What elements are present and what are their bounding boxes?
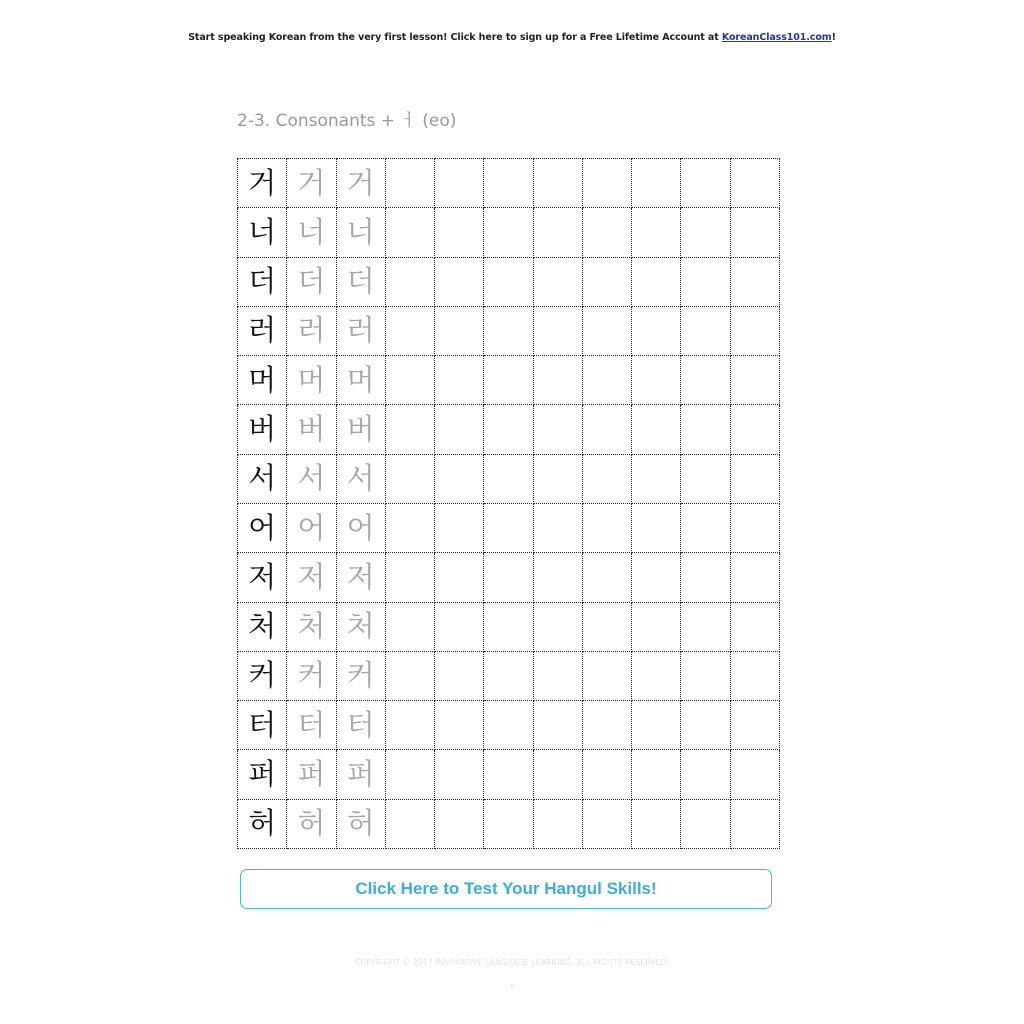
trace-syllable: 거 — [336, 159, 385, 208]
blank-practice-box — [632, 306, 681, 355]
blank-practice-box — [533, 257, 582, 306]
blank-practice-box — [484, 750, 533, 799]
blank-practice-box — [681, 503, 730, 552]
practice-row — [238, 750, 780, 799]
blank-practice-box — [533, 356, 582, 405]
practice-row — [238, 799, 780, 848]
model-syllable: 어 — [238, 503, 287, 552]
model-syllable: 허 — [238, 799, 287, 848]
blank-practice-box — [484, 701, 533, 750]
model-syllable: 커 — [238, 651, 287, 700]
trace-syllable: 터 — [336, 701, 385, 750]
blank-practice-box — [435, 602, 484, 651]
practice-row — [238, 159, 780, 208]
trace-syllable: 저 — [336, 553, 385, 602]
model-syllable: 저 — [238, 553, 287, 602]
trace-syllable: 서 — [336, 454, 385, 503]
practice-row — [238, 454, 780, 503]
blank-practice-box — [582, 356, 631, 405]
blank-practice-box — [533, 454, 582, 503]
blank-practice-box — [582, 799, 631, 848]
practice-row — [238, 701, 780, 750]
trace-syllable: 머 — [287, 356, 336, 405]
blank-practice-box — [484, 159, 533, 208]
blank-practice-box — [435, 208, 484, 257]
blank-practice-box — [533, 208, 582, 257]
blank-practice-box — [435, 503, 484, 552]
blank-practice-box — [385, 159, 434, 208]
blank-practice-box — [484, 553, 533, 602]
blank-practice-box — [632, 454, 681, 503]
test-hangul-skills-button[interactable]: Click Here to Test Your Hangul Skills! — [240, 869, 772, 909]
trace-syllable: 커 — [336, 651, 385, 700]
blank-practice-box — [681, 257, 730, 306]
blank-practice-box — [681, 602, 730, 651]
blank-practice-box — [533, 602, 582, 651]
blank-practice-box — [533, 651, 582, 700]
blank-practice-box — [582, 602, 631, 651]
practice-row — [238, 553, 780, 602]
model-syllable: 너 — [238, 208, 287, 257]
model-syllable: 러 — [238, 306, 287, 355]
trace-syllable: 퍼 — [336, 750, 385, 799]
trace-syllable: 러 — [336, 306, 385, 355]
blank-practice-box — [582, 454, 631, 503]
trace-syllable: 저 — [287, 553, 336, 602]
blank-practice-box — [385, 651, 434, 700]
blank-practice-box — [385, 701, 434, 750]
trace-syllable: 버 — [336, 405, 385, 454]
model-syllable: 더 — [238, 257, 287, 306]
trace-syllable: 너 — [287, 208, 336, 257]
blank-practice-box — [435, 306, 484, 355]
blank-practice-box — [681, 405, 730, 454]
koreanclass101-link[interactable]: KoreanClass101.com — [721, 32, 832, 43]
blank-practice-box — [435, 750, 484, 799]
model-syllable: 거 — [238, 159, 287, 208]
blank-practice-box — [681, 454, 730, 503]
blank-practice-box — [385, 405, 434, 454]
blank-practice-box — [484, 208, 533, 257]
trace-syllable: 터 — [287, 701, 336, 750]
blank-practice-box — [632, 503, 681, 552]
blank-practice-box — [484, 799, 533, 848]
blank-practice-box — [484, 306, 533, 355]
blank-practice-box — [385, 799, 434, 848]
blank-practice-box — [484, 503, 533, 552]
blank-practice-box — [385, 306, 434, 355]
practice-grid — [237, 158, 780, 849]
blank-practice-box — [632, 208, 681, 257]
blank-practice-box — [730, 602, 779, 651]
trace-syllable: 처 — [336, 602, 385, 651]
practice-row — [238, 602, 780, 651]
blank-practice-box — [533, 405, 582, 454]
blank-practice-box — [582, 651, 631, 700]
blank-practice-box — [385, 208, 434, 257]
blank-practice-box — [435, 701, 484, 750]
blank-practice-box — [730, 651, 779, 700]
blank-practice-box — [582, 208, 631, 257]
blank-practice-box — [632, 799, 681, 848]
model-syllable: 퍼 — [238, 750, 287, 799]
blank-practice-box — [681, 356, 730, 405]
model-syllable: 버 — [238, 405, 287, 454]
blank-practice-box — [385, 602, 434, 651]
model-syllable: 터 — [238, 701, 287, 750]
blank-practice-box — [582, 306, 631, 355]
blank-practice-box — [632, 405, 681, 454]
blank-practice-box — [681, 553, 730, 602]
banner-suffix: ! — [831, 32, 836, 43]
copyright-notice: COPYRIGHT © 2017 INNOVATIVE LANGUAGE LEARNING. ALL RIGHTS RESERVED. — [354, 958, 670, 967]
blank-practice-box — [533, 306, 582, 355]
trace-syllable: 더 — [287, 257, 336, 306]
trace-syllable: 퍼 — [287, 750, 336, 799]
blank-practice-box — [730, 159, 779, 208]
blank-practice-box — [730, 799, 779, 848]
banner-text: Start speaking Korean from the very first lesson! Click here to sign up for a Free Lifetime Account at — [188, 32, 722, 43]
practice-row — [238, 405, 780, 454]
blank-practice-box — [582, 701, 631, 750]
lesson-heading: 2-3. Consonants + ㅓ (eo) — [237, 111, 457, 131]
blank-practice-box — [484, 405, 533, 454]
blank-practice-box — [533, 799, 582, 848]
trace-syllable: 너 — [336, 208, 385, 257]
blank-practice-box — [681, 208, 730, 257]
blank-practice-box — [681, 799, 730, 848]
trace-syllable: 커 — [287, 651, 336, 700]
blank-practice-box — [730, 503, 779, 552]
blank-practice-box — [632, 750, 681, 799]
trace-syllable: 더 — [336, 257, 385, 306]
blank-practice-box — [730, 208, 779, 257]
practice-row — [238, 257, 780, 306]
blank-practice-box — [533, 503, 582, 552]
trace-syllable: 처 — [287, 602, 336, 651]
practice-row — [238, 306, 780, 355]
blank-practice-box — [435, 405, 484, 454]
blank-practice-box — [681, 159, 730, 208]
blank-practice-box — [681, 306, 730, 355]
blank-practice-box — [385, 454, 434, 503]
trace-syllable: 허 — [336, 799, 385, 848]
practice-row — [238, 208, 780, 257]
blank-practice-box — [484, 651, 533, 700]
trace-syllable: 머 — [336, 356, 385, 405]
blank-practice-box — [632, 257, 681, 306]
blank-practice-box — [435, 651, 484, 700]
blank-practice-box — [533, 553, 582, 602]
signup-banner — [0, 32, 1024, 43]
practice-row — [238, 356, 780, 405]
blank-practice-box — [582, 503, 631, 552]
blank-practice-box — [533, 750, 582, 799]
blank-practice-box — [632, 159, 681, 208]
blank-practice-box — [435, 159, 484, 208]
blank-practice-box — [730, 553, 779, 602]
blank-practice-box — [435, 454, 484, 503]
trace-syllable: 어 — [287, 503, 336, 552]
blank-practice-box — [484, 454, 533, 503]
blank-practice-box — [435, 257, 484, 306]
blank-practice-box — [681, 701, 730, 750]
blank-practice-box — [582, 257, 631, 306]
blank-practice-box — [681, 651, 730, 700]
blank-practice-box — [730, 257, 779, 306]
blank-practice-box — [730, 306, 779, 355]
blank-practice-box — [435, 356, 484, 405]
blank-practice-box — [632, 602, 681, 651]
model-syllable: 머 — [238, 356, 287, 405]
blank-practice-box — [385, 356, 434, 405]
blank-practice-box — [533, 159, 582, 208]
blank-practice-box — [582, 553, 631, 602]
blank-practice-box — [632, 701, 681, 750]
blank-practice-box — [385, 257, 434, 306]
blank-practice-box — [730, 405, 779, 454]
blank-practice-box — [582, 750, 631, 799]
blank-practice-box — [730, 750, 779, 799]
model-syllable: 처 — [238, 602, 287, 651]
blank-practice-box — [730, 454, 779, 503]
trace-syllable: 서 — [287, 454, 336, 503]
blank-practice-box — [582, 159, 631, 208]
blank-practice-box — [632, 651, 681, 700]
trace-syllable: 러 — [287, 306, 336, 355]
blank-practice-box — [484, 356, 533, 405]
blank-practice-box — [435, 553, 484, 602]
model-syllable: 서 — [238, 454, 287, 503]
blank-practice-box — [435, 799, 484, 848]
practice-row — [238, 651, 780, 700]
blank-practice-box — [484, 602, 533, 651]
blank-practice-box — [730, 356, 779, 405]
blank-practice-box — [533, 701, 582, 750]
blank-practice-box — [730, 701, 779, 750]
page-number: - 6 - — [505, 983, 519, 991]
blank-practice-box — [632, 553, 681, 602]
blank-practice-box — [385, 553, 434, 602]
trace-syllable: 허 — [287, 799, 336, 848]
trace-syllable: 어 — [336, 503, 385, 552]
blank-practice-box — [681, 750, 730, 799]
blank-practice-box — [582, 405, 631, 454]
blank-practice-box — [484, 257, 533, 306]
blank-practice-box — [385, 750, 434, 799]
blank-practice-box — [385, 503, 434, 552]
trace-syllable: 버 — [287, 405, 336, 454]
blank-practice-box — [632, 356, 681, 405]
practice-row — [238, 503, 780, 552]
trace-syllable: 거 — [287, 159, 336, 208]
